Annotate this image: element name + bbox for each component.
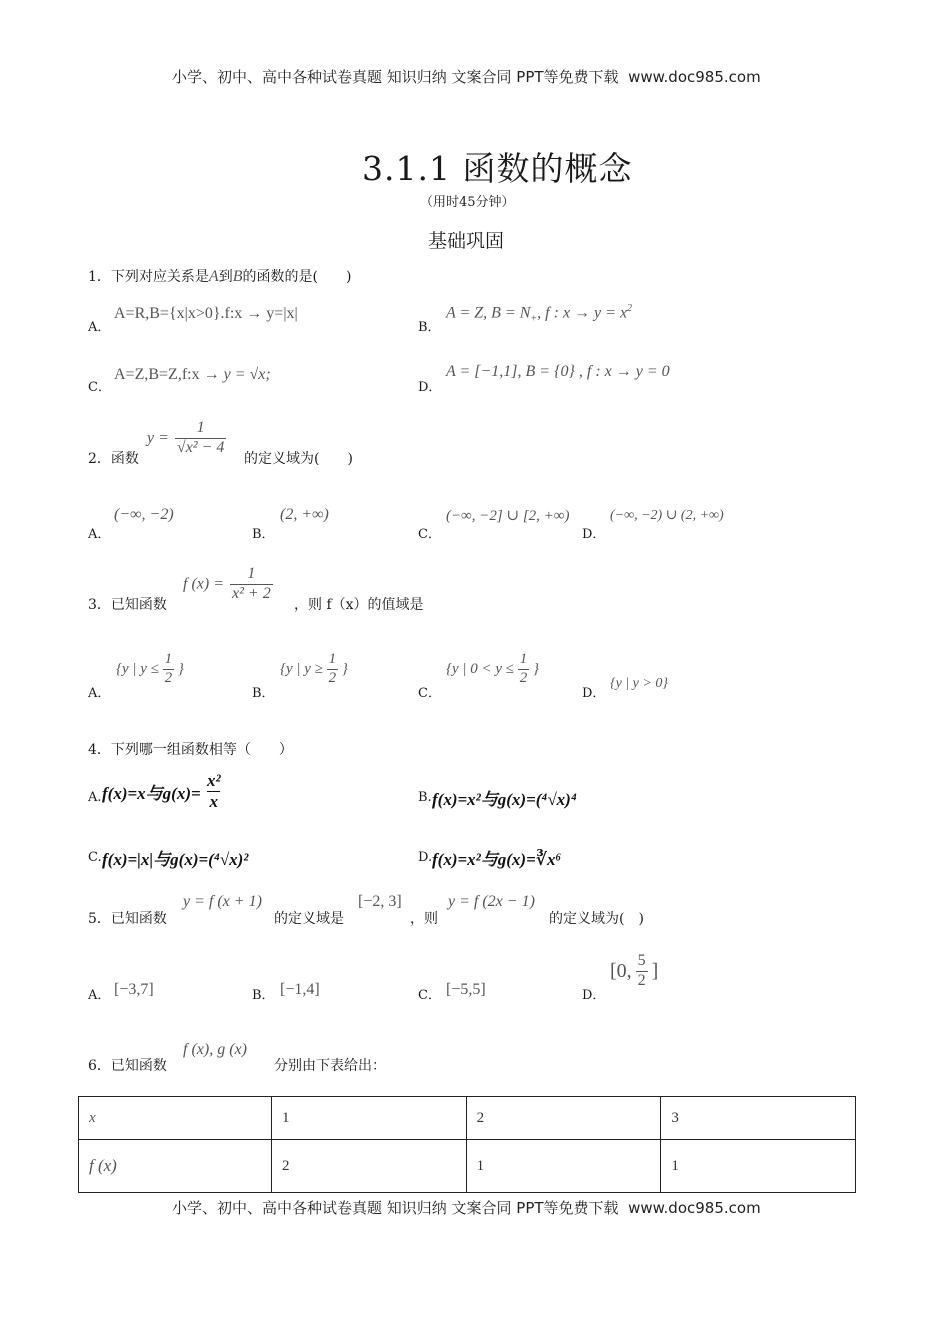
footer-text: 小学、初中、高中各种试卷真题 知识归纳 文案合同 PPT等免费下载 xyxy=(172,1199,619,1217)
q4-option-c: f(x)=|x|与g(x)=(⁴√x)² xyxy=(102,850,249,869)
table-cell: 1 xyxy=(661,1140,856,1193)
q5-label-a: A． xyxy=(88,988,111,1003)
table-row xyxy=(79,1140,856,1193)
q1-label-d: D． xyxy=(418,380,442,395)
var-b: B xyxy=(232,268,243,285)
q5-option-a: [−3,7] xyxy=(114,981,154,998)
question-1-stem: 1．下列对应关系是A到B的函数的是( ) xyxy=(88,268,352,285)
question-6-stem-a: 6．已知函数 xyxy=(88,1058,167,1074)
var-a: A xyxy=(208,268,219,285)
section-heading: 基础巩固 xyxy=(428,230,505,252)
q2-option-d: (−∞, −2) ∪ (2, +∞) xyxy=(610,508,724,523)
question-6-stem-b: 分别由下表给出： xyxy=(274,1058,386,1074)
footer-url: www.doc985.com xyxy=(628,1199,761,1217)
page-footer xyxy=(172,1197,761,1218)
table-cell: 2 xyxy=(466,1097,661,1140)
q5-label-b: B． xyxy=(252,988,275,1003)
table-cell: f (x) xyxy=(79,1140,272,1193)
q4-label-a: A. xyxy=(88,790,102,805)
page-title: 3.1.1 函数的概念 xyxy=(362,149,633,188)
q2-label-b: B． xyxy=(252,527,275,542)
q1-label-c: C． xyxy=(88,380,111,395)
q3-label-a: A． xyxy=(88,686,111,701)
q2-label-c: C． xyxy=(418,527,441,542)
table-cell: 1 xyxy=(272,1097,467,1140)
q5-label-d: D． xyxy=(582,988,606,1003)
q5-option-b: [−1,4] xyxy=(280,981,320,998)
page-subtitle: （用时45分钟） xyxy=(420,195,515,210)
q4-label-b: B. xyxy=(418,790,432,805)
q1-option-a: A=R,B={x|x>0}.f:x → y=|x| xyxy=(114,305,298,322)
q1-option-b: A = Z, $B = N_+$, f : $x \to y = x^2$ xyxy=(446,303,633,325)
page-header xyxy=(172,66,761,87)
table-row xyxy=(79,1097,856,1140)
q3-option-c: {y | 0 < y ≤ $\frac{1}{2}$ } xyxy=(446,651,540,686)
table-cell: x xyxy=(79,1097,272,1140)
q4-option-a: f(x)=x与g(x)= $\frac{\text{x²}}{x}$ xyxy=(102,771,221,811)
question-4-stem: 4．下列哪一组函数相等（ ） xyxy=(88,742,293,758)
table-cell: 2 xyxy=(272,1140,467,1193)
q2-label-d: D． xyxy=(582,527,606,542)
q4-option-d: f(x)=x²与g(x)=∛x⁶ xyxy=(432,850,562,869)
table-cell: 3 xyxy=(661,1097,856,1140)
question-3-stem-b: ，则 f（x）的值域是 xyxy=(294,597,424,613)
q5-option-c: [−5,5] xyxy=(446,981,486,998)
question-5-stem-a: 5．已知函数 xyxy=(88,911,167,927)
q1-label-b: B． xyxy=(418,320,441,335)
table-cell: 1 xyxy=(466,1140,661,1193)
q1-option-c: A=Z,B=Z,f:x → y = √x; xyxy=(114,366,271,383)
header-url: www.doc985.com xyxy=(628,68,761,86)
question-2-stem-a: 2．函数 xyxy=(88,451,139,467)
q5-func-1: y = f (x + 1) xyxy=(183,893,262,910)
q5-label-c: C． xyxy=(418,988,441,1003)
question-2-stem-b: 的定义域为( ) xyxy=(244,451,353,467)
q4-label-c: C. xyxy=(88,850,102,865)
q1-option-d: A = [−1,1], B = {0} , f : x → y = 0 xyxy=(446,363,670,380)
q2-option-b: (2, +∞) xyxy=(280,506,329,523)
question-5-stem-b: 的定义域是 xyxy=(274,911,344,927)
q4-label-d: D. xyxy=(418,850,433,865)
question-3-stem-a: 3．已知函数 xyxy=(88,597,167,613)
q3-label-d: D． xyxy=(582,686,606,701)
q3-option-d: {y | y > 0} xyxy=(610,676,668,691)
q3-label-b: B． xyxy=(252,686,275,701)
q3-formula: f (x) = $\frac{1}{\text{x² + 2}}$ xyxy=(183,565,271,602)
function-table xyxy=(78,1096,856,1193)
q5-func-2: y = f (2x − 1) xyxy=(448,893,535,910)
question-5-stem-c: ，则 xyxy=(410,911,438,927)
q2-formula: y = $\frac{1}{\text{√x² − 4}}$ xyxy=(147,419,225,456)
q5-option-d: [0, $\frac{5}{2}$ ] xyxy=(610,952,659,989)
q1-label-a: A． xyxy=(88,320,111,335)
header-text: 小学、初中、高中各种试卷真题 知识归纳 文案合同 PPT等免费下载 xyxy=(172,68,619,86)
q3-option-a: {y | y ≤ $\frac{1}{2}$ } xyxy=(116,651,184,686)
q4-option-b: f(x)=x²与g(x)=(⁴√x)⁴ xyxy=(432,790,577,809)
q3-label-c: C． xyxy=(418,686,441,701)
q2-option-c: (−∞, −2] ∪ [2, +∞) xyxy=(446,508,570,524)
question-5-stem-d: 的定义域为( ) xyxy=(549,911,644,927)
q3-option-b: {y | y ≥ $\frac{1}{2}$ } xyxy=(280,651,348,686)
q2-option-a: (−∞, −2) xyxy=(114,506,174,523)
q5-domain: [−2, 3] xyxy=(358,893,402,910)
q6-functions: f (x), g (x) xyxy=(183,1041,247,1058)
q2-label-a: A． xyxy=(88,527,111,542)
